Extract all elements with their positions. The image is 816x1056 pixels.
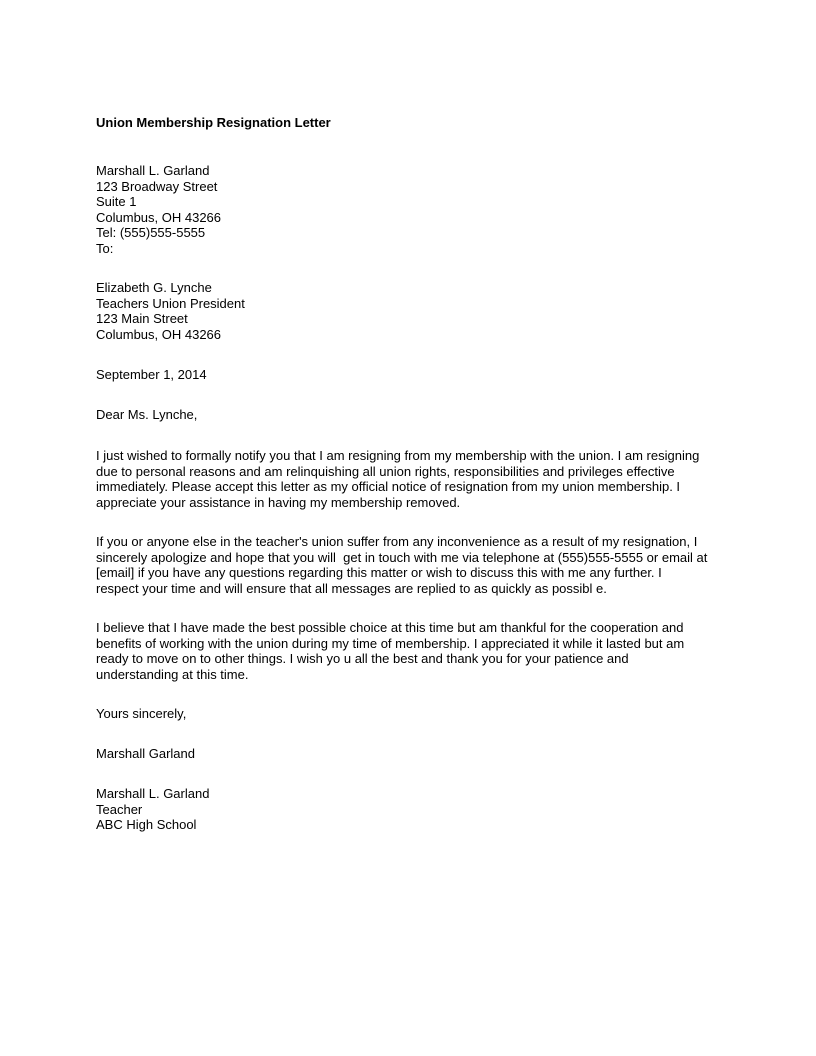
sender-city: Columbus, OH 43266	[96, 209, 222, 225]
recipient-name: Elizabeth G. Lynche	[96, 280, 212, 295]
recipient-city: Columbus, OH 43266	[96, 326, 222, 342]
recipient-title: Teachers Union President	[96, 295, 245, 311]
paragraph-line: [email] if you have any questions regarding this matter or wish to discuss this with me any further. I	[96, 565, 662, 580]
paragraph-line: I believe that I have made the best possible choice at this time but am thankful for the cooperation and	[96, 620, 684, 635]
sender-name: Marshall L. Garland	[96, 163, 210, 178]
signoff-block	[96, 786, 209, 833]
signoff-title: Teacher	[96, 801, 143, 817]
closing-text: Yours sincerely,	[96, 706, 187, 721]
recipient-address	[96, 280, 245, 342]
body-paragraph-1	[96, 448, 724, 510]
letter-page	[96, 115, 736, 832]
body-paragraph-3	[96, 620, 724, 682]
salutation-text: Dear Ms. Lynche,	[96, 407, 198, 422]
signoff-name: Marshall L. Garland	[96, 786, 210, 801]
paragraph-line: understanding at this time.	[96, 666, 249, 682]
signature	[96, 746, 195, 762]
body-paragraph-2	[96, 534, 724, 596]
recipient-street: 123 Main Street	[96, 311, 188, 326]
letter-date	[96, 367, 207, 383]
sender-address	[96, 163, 221, 256]
paragraph-line: due to personal reasons and am relinquishing all union rights, responsibilities and privileges effective	[96, 463, 675, 479]
paragraph-line: appreciate your assistance in having my membership removed.	[96, 494, 461, 510]
salutation	[96, 407, 197, 423]
sender-suite: Suite 1	[96, 194, 137, 209]
sender-street: 123 Broadway Street	[96, 178, 218, 194]
date-text: September 1, 2014	[96, 367, 207, 382]
signoff-organization: ABC High School	[96, 817, 197, 832]
paragraph-line: sincerely apologize and hope that you will get in touch with me via telephone at (555)555-5555 or email at	[96, 549, 708, 565]
signature-text: Marshall Garland	[96, 746, 195, 761]
paragraph-line: respect your time and will ensure that all messages are replied to as quickly as possibl e.	[96, 580, 607, 596]
letter-title: Union Membership Resignation Letter	[96, 115, 331, 130]
sender-phone: Tel: (555)555-5555	[96, 225, 206, 240]
to-label: To:	[96, 240, 114, 256]
closing	[96, 706, 186, 722]
paragraph-line: immediately. Please accept this letter as my official notice of resignation from my union membership. I	[96, 479, 681, 494]
paragraph-line: I just wished to formally notify you that I am resigning from my membership with the union. I am resigning	[96, 448, 700, 463]
paragraph-line: If you or anyone else in the teacher's union suffer from any inconvenience as a result of my resignation, I	[96, 534, 698, 549]
paragraph-line: benefits of working with the union during my time of membership. I appreciated it while it lasted but am	[96, 635, 685, 651]
paragraph-line: ready to move on to other things. I wish yo u all the best and thank you for your patience and	[96, 651, 629, 666]
